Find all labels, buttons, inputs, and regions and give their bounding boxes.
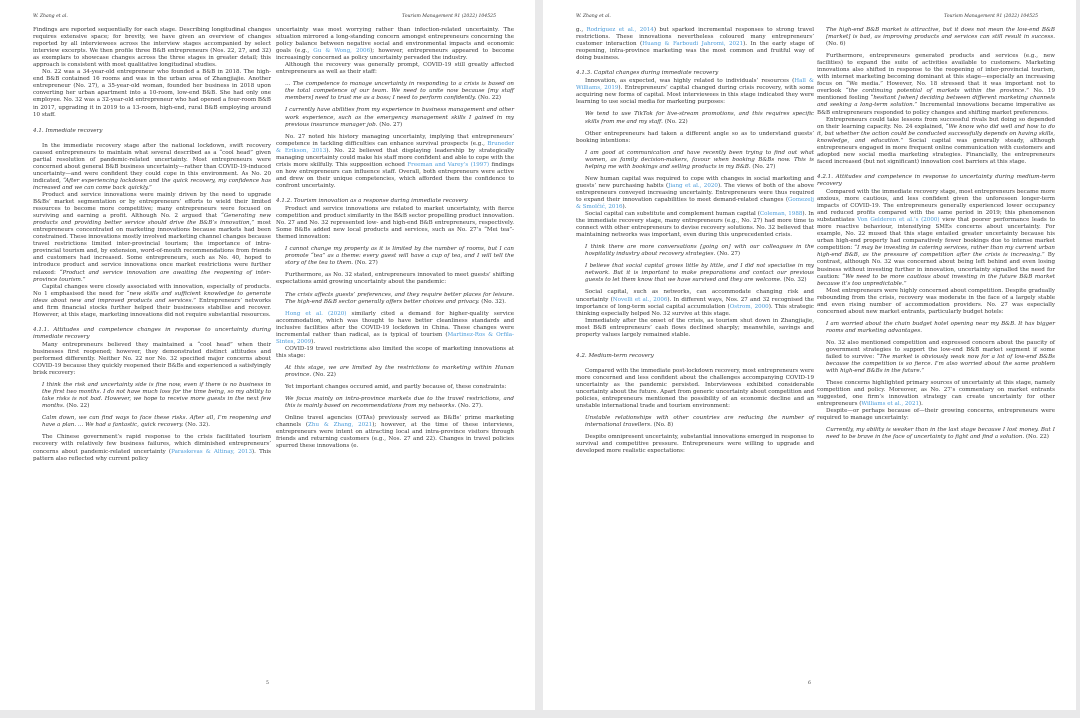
- paragraph: No. 27 noted his history managing uncertainty, implying that entrepreneurs’ competence in tackling difficulties can enhance survival prospects (e.g., Bruneder & Erikson, 2013). No. 22 believed that displaying leadership by strategically managing uncertainty could make his staff more confident and able to cope with the crisis more skilfully. This supposition echoed Freeman and Varey’s (1997) findings on how entrepreneurs can influence staff. Overall, both entrepreneurs were active and drew on their unique competencies, which afforded them the confidence to confront uncertainty.: [276, 133, 514, 189]
- paragraph: In the immediate recovery stage after the national lockdown, swift recovery caused entrepreneurs to maintain what several described as a “cool head” given partial resolution of pandemic-related uncertainty. Most entrepreneurs were concerned about general B&B business uncertainty—rather than COVID-19-induced uncertainty—and were confident they could cope in this environment. As No. 20 indicated, “After experiencing lockdown and the quick recovery, my confidence has increased and we can come back quickly.”: [33, 142, 271, 191]
- interview-quote: … The competence to manage uncertainty in responding to a crisis is based on the total competence of our team. We need to unite now because [my staff members] need to trust me as a boss; I need to perform confidently. (No. 22): [285, 81, 514, 102]
- subsection-heading-4-1-3: 4.1.3. Capital changes during immediate recovery: [576, 70, 719, 77]
- paragraph: Online travel agencies (OTAs) previously served as B&Bs’ prime marketing channels (Zhu & Zhang, 2021); however, at the time of these interviews, entrepreneurs were intent on attracting local and intra-province visitors through friends and returning customers (e.g., Nos. 27 and 22). Changes in travel policies spurred these innovations (e.: [276, 415, 514, 450]
- paragraph: The Chinese government’s rapid response to the crisis facilitated tourism recovery with relatively few business failures, which diminished entrepreneurs’ concerns about pandemic-related uncertainty (Paraskevas & Altinay, 2013). This pattern also reflected why current policy: [33, 434, 271, 462]
- paragraph: Immediately after the onset of the crisis, as tourism shut down in Zhangjiajie, most B&B entrepreneurs’ cash flows declined sharply; meanwhile, savings and property values largely remained stable.: [576, 317, 814, 338]
- citation-link[interactable]: Coleman, 1988: [759, 211, 803, 218]
- citation-link[interactable]: Gu & Wong, 2006: [313, 48, 371, 55]
- paragraph: Although the recovery was generally prompt, COVID-19 still greatly affected entrepreneurs as well as their staff:: [276, 62, 514, 76]
- column-left: [576, 27, 814, 455]
- paragraph: Yet important changes occured amid, and partly because of, these constraints:: [285, 384, 507, 391]
- section-heading-4-2: 4.2. Medium-term recovery: [576, 352, 654, 359]
- running-head-journal: Tourism Management 91 (2022) 104525: [944, 14, 1038, 19]
- paragraph: Compared with the immediate post-lockdown recovery, most entrepreneurs were more concerned and less confident about the challenges accompanying COVID-19 uncertainty as the pandemic persisted. Interviewees exhibited considerable uncertainty about the future. Apart from generic uncertainty about competition and policies, entrepreneurs mentioned the possibility of an economic decline and an unstable international trade and tourism environment:: [576, 367, 814, 410]
- citation-link[interactable]: Novelli et al., 2006: [612, 296, 668, 303]
- citation-link[interactable]: Huang & Farboudi Jahromi, 2021: [642, 41, 744, 48]
- citation-link[interactable]: Zhu & Zhang, 2021: [308, 422, 373, 429]
- citation-link[interactable]: Ostrom, 2000: [729, 303, 769, 310]
- paragraph: Product and service innovations are related to market uncertainty, with fierce competition and product similarity in the B&B sector propelling product innovation. No. 27 and No. 32 represented low- and high-end B&B entrepreneurs, respectively. Some B&Bs added new local products and services, such as No. 27’s “Mei tea”-themed innovation:: [276, 206, 514, 241]
- citation-link[interactable]: Gomezelj & Smolčić, 2016: [576, 196, 814, 210]
- pdf-page-5: [0, 0, 535, 710]
- column-right: [276, 27, 514, 450]
- paragraph: Capital changes were closely associated with innovation, especially of products. No 1 emphasised the need for “new skills and sufficient knowledge to generate ideas about new and improved products and services.” Entrepreneurs’ networks and firm financial stocks further helped their businesses stabilise and recover. However, at this stage, marketing innovations did not require substantial resources.: [33, 283, 271, 318]
- citation-link[interactable]: Jiang et al., 2020: [668, 182, 718, 189]
- page-number: 6: [808, 681, 811, 686]
- paragraph: g., Rodríguez et al., 2014) but sparked incremental responses to strong travel restrictions. These innovations nevertheless coloured many entrepreneurs’ customer interaction (Huang & Farboudi Jahromi, 2021). In the early stage of reopening, intra-province marketing was the most common and fruitful way of doing business.: [576, 27, 814, 62]
- paragraph: Product and service innovations were mainly driven by the need to upgrade B&Bs’ market segmentation or by entrepreneurs’ efforts to wield their limited resources to become more competitive; many entrepreneurs were focused on surviving and earning a profit. Although No. 2 argued that “Generating new products and providing better service should drive the B&B’s innovation,” most entrepreneurs concentrated on marketing innovations because markets had been constrained. These innovations mostly involved marketing channel changes because travel restrictions limited inter-provincial tourism; the importance of intra-provincial tourism and, by extension, word-of-mouth recommendations from friends and customers had increased. Some entrepreneurs, such as No. 40, hoped to introduce product and service innovations once market restrictions were further relaxed: “Product and service innovation are awaiting the reopening of inter-province tourism.”: [33, 191, 271, 283]
- paragraph: New human capital was required to cope with changes in social marketing and guests’ new purchasing habits (Jiang et al., 2020). The views of both of the above entrepreneurs conveyed increasing uncertainty. Entrepreneurs were thus required to expand their innovation capabilities to meet demand-related changes (Gomezelj & Smolčić, 2016).: [576, 175, 814, 210]
- interview-quote: I currently have abilities from my experience in business management and other work experience, such as the emergency management skills I gained in my previous insurance manager job. (No. 27): [285, 107, 514, 128]
- citation-link[interactable]: Williams et al., 2021: [861, 401, 919, 408]
- interview-quote: We tend to use TikTok for live-stream promotions, and this requires specific skills from me and my staff. (No. 22): [585, 111, 814, 125]
- citation-link[interactable]: Bruneder & Erikson, 2013: [276, 140, 514, 154]
- paragraph: These concerns highlighted primary sources of uncertainty at this stage, namely competition and policy. Moreover, as No. 27’s commentary on market entrants suggested, one firm’s innovation strategy can create uncertainty for other entrepreneurs (Williams et al., 2021).: [817, 380, 1055, 408]
- interview-quote: I am good at communication and have recently been trying to find out what women, as family decision-makers, favour when booking B&Bs now. This is helping me with bookings and selling products in my B&B. (No. 27): [585, 149, 814, 170]
- interview-quote: I cannot change my property as it is limited by the number of rooms, but I can promote “tea” as a theme: every guest will have a cup of tea, and I will tell the story of the tea to them. (No. 27): [285, 246, 514, 267]
- paragraph: Despite—or perhaps because of—their growing concerns, entrepreneurs were required to manage uncertainty:: [817, 408, 1055, 422]
- running-head-authors: W. Zhang et al.: [33, 14, 68, 19]
- citation-link[interactable]: Paraskevas & Altinay, 2013: [171, 448, 252, 455]
- citation-link[interactable]: Von Gelderen et al.’s (2000): [857, 217, 940, 224]
- interview-quote: I am worried about the chain budget hotel opening near my B&B. It has bigger rooms and marketing advantages.: [826, 320, 1055, 334]
- running-head-journal: Tourism Management 91 (2022) 104525: [402, 14, 496, 19]
- subsection-heading-4-2-1: 4.2.1. Attitudes and competence in response to uncertainty during medium-term recovery: [817, 173, 1055, 187]
- citation-link[interactable]: Hall & Williams, 2019: [576, 78, 814, 92]
- paragraph: Hong et al. (2020) similarly cited a demand for higher-quality service accommodation, which was thought to have better cleanliness standards and inclusive facilities after the COVID-19 lockdown in China. These changes were incremental rather than radical, as is typical of tourism (Martinez-Ros & Orfila-Sintes, 2009).: [276, 310, 515, 345]
- paragraph: Most entrepreneurs were highly concerned about competition. Despite gradually rebounding from the crisis, recovery was moderate in the face of a largely stable and even rising number of accommodation providers. No. 27 was especially concerned about new market entrants, particularly budget hotels:: [817, 287, 1055, 315]
- paragraph: No. 22 was a 34-year-old entrepreneur who founded a B&B in 2018. The high-end B&B contained 16 rooms and was in the urban area of Zhangjiajie. Another entrepreneur (No. 27), a 35-year-old woman, founded her business in 2018 upon converting her urban apartment into a 10-room, low-end B&B. She had only one employee. No. 32 was a 32-year-old entrepreneur who had opened a four-room B&B in 2017, upgrading it in 2019 to a 13-room, high-end, rural B&B employing around 10 staff.: [33, 69, 271, 118]
- interview-quote: I think the risk and uncertainty side is fine now, even if there is no business in the first two months. I do not have much loss for the time being, so my ability to take risks is not bad. However, we hope to receive more guests in the next few months. (No. 22): [42, 382, 271, 410]
- interview-quote: Unstable relationships with other countries are reducing the number of international travellers. (No. 8): [585, 415, 814, 429]
- subsection-heading-4-1-2: 4.1.2. Tourism innovation as a response during immediate recovery: [276, 197, 468, 204]
- citation-link[interactable]: Rodríguez et al., 2014: [586, 27, 654, 33]
- interview-quote: The high-end B&B market is attractive, but it does not mean the low-end B&B [market] is bad, as improving products and services can still result in success. (No. 6): [826, 27, 1055, 48]
- interview-quote: The crisis affects guests’ preferences, and they require better places for leisure. The high-end B&B sector generally offers better choices and privacy. (No. 32).: [285, 291, 514, 305]
- paragraph: Furthermore, entrepreneurs generated products and services (e.g., new facilities) to expand the suite of activities available to customers. Marketing innovations also shifted in response to the reopening of inter-provincial tourism, with internet marketing becoming dominant at this stage—especially an increasing focus on “We media.” However, No. 18 stressed that it was important not to overlook “the continuing potential of markets within the province.” No. 19 mentioned feeling “hesitant [when] deciding between different marketing channels and seeking a long-term solution.” Incremental innovations became imperative as B&B entrepreneurs responded to policy changes and shifting market preferences.: [817, 53, 1056, 116]
- paragraph: Many entrepreneurs believed they maintained a “cool head” when their businesses first reopened; however, they demonstrated distinct attitudes and performed differently. Neither No. 22 nor No. 32 specified major concerns about COVID-19 because they quickly reopened their B&Bs and experienced a satisfyingly brisk recovery:: [33, 341, 271, 377]
- paragraph: uncertainty was most worrying rather than infection-related uncertainty. The situation mirrored a long-standing concern amongst entrepreneurs concerning the policy balance between negative social and environmental impacts and economic goals (e.g., Gu & Wong, 2006); however, entrepreneurs appeared to become increasingly concerned as policy uncertainty pervaded the industry.: [276, 27, 514, 62]
- paragraph: COVID-19 travel restrictions also limited the scope of marketing innovations at this stage:: [276, 345, 514, 359]
- citation-link[interactable]: Freeman and Varey’s (1997): [407, 161, 490, 168]
- citation-link[interactable]: Martinez-Ros & Orfila-Sintes, 2009: [276, 331, 514, 345]
- paragraph: Innovation, as expected, was highly related to individuals’ resources (Hall & Williams, 2019). Entrepreneurs’ capital changed during crisis recovery, with some acquiring new forms of capital. Most interviewees in this stage indicated they were learning to use social media for marketing purposes:: [576, 78, 814, 106]
- citation-link[interactable]: Hong et al. (2020): [285, 310, 347, 317]
- interview-quote: We focus mainly on intra-province markets due to the travel restrictions, and this is mainly based on recommendations from my networks. (No. 27).: [285, 396, 514, 410]
- column-left: [33, 27, 271, 463]
- paragraph: Findings are reported sequentially for each stage. Describing longitudinal changes requires extensive space; for brevity, we have given an overview of changes reported by all interviewees across the interview stages accompanied by select interview excerpts. We then profile three B&B entrepreneurs (Nos. 22, 27, and 32) as exemplars to showcase changes across the three stages in greater detail; this approach is consistent with most qualitative longitudinal studies.: [33, 27, 271, 69]
- block-paragraph: No. 32 also mentioned competition and expressed concern about the paucity of government strategies to support the low-end B&B market segment if some failed to survive: “The market is obviously weak now for a lot of low-end B&Bs because the competition is so fierce. I’m also worried about the same problem with high-end B&Bs in the future.”: [826, 339, 1056, 375]
- interview-quote: Calm down, we can find ways to face these risks. After all, I’m reopening and have a plan. … We had a fantastic, quick recovery. (No. 32).: [42, 415, 271, 429]
- paragraph: Furthermore, as No. 32 stated, entrepreneurs innovated to meet guests’ shifting expectations amid growing uncertainty about the pandemic:: [276, 272, 514, 286]
- paragraph: Compared with the immediate recovery stage, most entrepreneurs became more anxious, more cautious, and less confident given the unforeseen longer-term impacts of COVID-19. The entrepreneurs generally experienced lower occupancy and reduced profits compared with the same period in 2019; this phenomenon substantiates Von Gelderen et al.’s (2000) view that poorer performance leads to more reactive behaviour, intensifying SMEs concerns about uncertainty. For example, No. 22 mused that this stage entailed greater uncertainty because his urban high-end property had comparatively fewer bookings due to intense market competition: “I may be investing in catering services, rather than my current urban high-end B&B, as the pressure of competition after the crisis is increasing.” By contrast, although No. 32 was concerned about being left behind and even losing business without investing further in innovation, uncertainty signalled the need for caution: “We need to be more cautious about investing in the future B&B market because it’s too unpredictable.”: [817, 188, 1056, 287]
- paragraph: Other entrepreneurs had taken a different angle so as to understand guests’ booking intentions:: [576, 130, 814, 144]
- paragraph: Entrepreneurs could take lessons from successful rivals but doing so depended on their learning capacity. No. 24 explained, “We know who did well and how to do it, but whether the action could be conducted successfully depends on having skills, knowledge, and education.” Social capital was generally steady, although entrepreneurs engaged in more frequent online communication with customers and adopted new social media marketing strategies. Financially, the entrepreneurs faced increased (but not significant) innovation cost barriers at this stage.: [817, 116, 1055, 165]
- section-heading-4-1: 4.1. Immediate recovery: [33, 127, 103, 134]
- paragraph: Social capital can substitute and complement human capital (Coleman, 1988). In the immediate recovery stage, many entrepreneurs (e.g., No. 27) had more time to connect with other entrepreneurs to devise recovery solutions. No. 32 believed that maintaining networks was important, even during this unprecedented crisis.: [576, 211, 814, 239]
- interview-quote: Currently, my ability is weaker than in the last stage because I lost money. But I need to be brave in the face of uncertainty to fight and find a solution. (No. 22): [826, 427, 1055, 441]
- interview-quote: I think there are more conversations [going on] with our colleagues in the hospitality industry about recovery strategies. (No. 27): [585, 244, 814, 258]
- column-right: [817, 27, 1055, 447]
- interview-quote: I believe that social capital grows little by little, and I did not specialise in my network. But it is important to make preparations and contact our previous guests to let them know that we have survived and they are welcome. (No. 32): [585, 263, 814, 284]
- pdf-page-6: [543, 0, 1076, 710]
- interview-quote: At this stage, we are limited by the restrictions to marketing within Hunan province. (No. 22): [285, 364, 514, 378]
- page-number: 5: [266, 681, 269, 686]
- running-head-authors: W. Zhang et al.: [576, 14, 611, 19]
- paragraph: Despite omnipresent uncertainty, substantial innovations emerged in response to survival and competitive pressure. Entrepreneurs were willing to upgrade and developed more realistic expectations:: [576, 434, 814, 455]
- subsection-heading-4-1-1: 4.1.1. Attitudes and competence changes in response to uncertainty during immediate recovery: [33, 326, 271, 340]
- paragraph: Social capital, such as networks, can accommodate changing risk and uncertainty (Novelli et al., 2006). In different ways, Nos. 27 and 32 recognised the importance of long-term social capital accumulation (Ostrom, 2000). This strategic thinking especially helped No. 32 survive at this stage.: [576, 289, 814, 317]
